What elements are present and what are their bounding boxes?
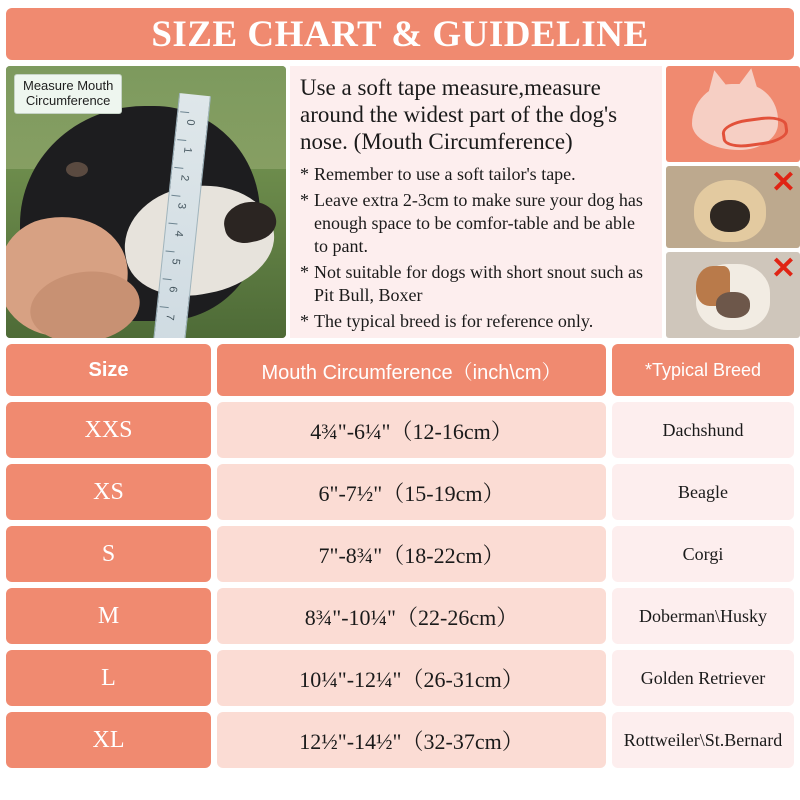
cell-breed: Corgi [612,526,794,582]
list-item [300,310,652,333]
list-item [300,261,652,307]
cell-size: S [6,526,211,582]
table-row [6,712,794,768]
cross-icon: ✕ [770,166,796,199]
table-row [6,588,794,644]
cell-mouth: 6"-7½"（15-19cm） [217,464,606,520]
bulldog-face-shape [716,292,750,318]
cell-breed: Dachshund [612,402,794,458]
bullet-text: Not suitable for dogs with short snout such as Pit Bull, Boxer [314,261,643,305]
cell-mouth: 10¼"-12¼"（26-31cm） [217,650,606,706]
measure-caption [14,74,122,114]
bullet-text: The typical breed is for reference only. [314,310,594,331]
dog-eye-shape [66,162,88,177]
column-header-typical-breed: *Typical Breed [612,344,794,396]
tape-number: 6 [166,285,179,294]
page-title: SIZE CHART & GUIDELINE [151,13,649,55]
column-header-mouth-circumference: Mouth Circumference（inch\cm） [217,344,606,396]
pug-face-shape [710,200,750,232]
page-header [6,8,794,60]
tape-number: 7 [163,313,177,321]
cell-breed: Golden Retriever [612,650,794,706]
tape-number: 4 [172,230,185,238]
bullet-text: Leave extra 2-3cm to make sure your dog has enough space to be comfor-table and be able to pant. [314,190,643,256]
instructions-bullets [300,163,652,332]
bullet-marker-icon: * [300,261,309,282]
cell-breed: Rottweiler\St.Bernard [612,712,794,768]
table-row [6,526,794,582]
cell-size: XS [6,464,211,520]
bullet-text: Remember to use a soft tailor's tape. [314,164,576,185]
cell-size: M [6,588,211,644]
measure-caption-line2: Circumference [25,92,111,108]
cell-size: XXS [6,402,211,458]
list-item [300,163,652,186]
tape-number: 1 [180,146,194,154]
cross-icon: ✕ [770,252,796,285]
tape-number: 2 [178,174,191,182]
tape-number: 5 [169,257,182,266]
table-header-row [6,344,794,396]
measuring-photo [6,66,286,338]
cell-mouth: 4¾"-6¼"（12-16cm） [217,402,606,458]
instructions-lead: Use a soft tape measure,measure around the widest part of the dog's nose. (Mouth Circumference) [300,75,618,155]
table-row [6,464,794,520]
bullet-marker-icon: * [300,190,309,211]
size-table [6,344,794,774]
cell-mouth: 12½"-14½"（32-37cm） [217,712,606,768]
list-item [300,189,652,258]
dog-silhouette-icon [666,66,800,162]
bulldog-photo [666,252,800,338]
pug-photo [666,166,800,248]
measure-caption-line1: Measure Mouth [23,78,114,93]
tape-number: 0 [183,118,197,127]
info-band [6,66,794,338]
bullet-marker-icon: * [300,310,309,331]
column-header-size: Size [6,344,211,396]
instructions-panel [290,66,662,338]
reference-images [666,66,800,338]
cell-mouth: 8¾"-10¼"（22-26cm） [217,588,606,644]
cell-size: L [6,650,211,706]
table-row [6,402,794,458]
cell-mouth: 7"-8¾"（18-22cm） [217,526,606,582]
tape-number: 3 [175,202,188,210]
cell-size: XL [6,712,211,768]
cell-breed: Beagle [612,464,794,520]
table-row [6,650,794,706]
bullet-marker-icon: * [300,164,309,185]
cell-breed: Doberman\Husky [612,588,794,644]
